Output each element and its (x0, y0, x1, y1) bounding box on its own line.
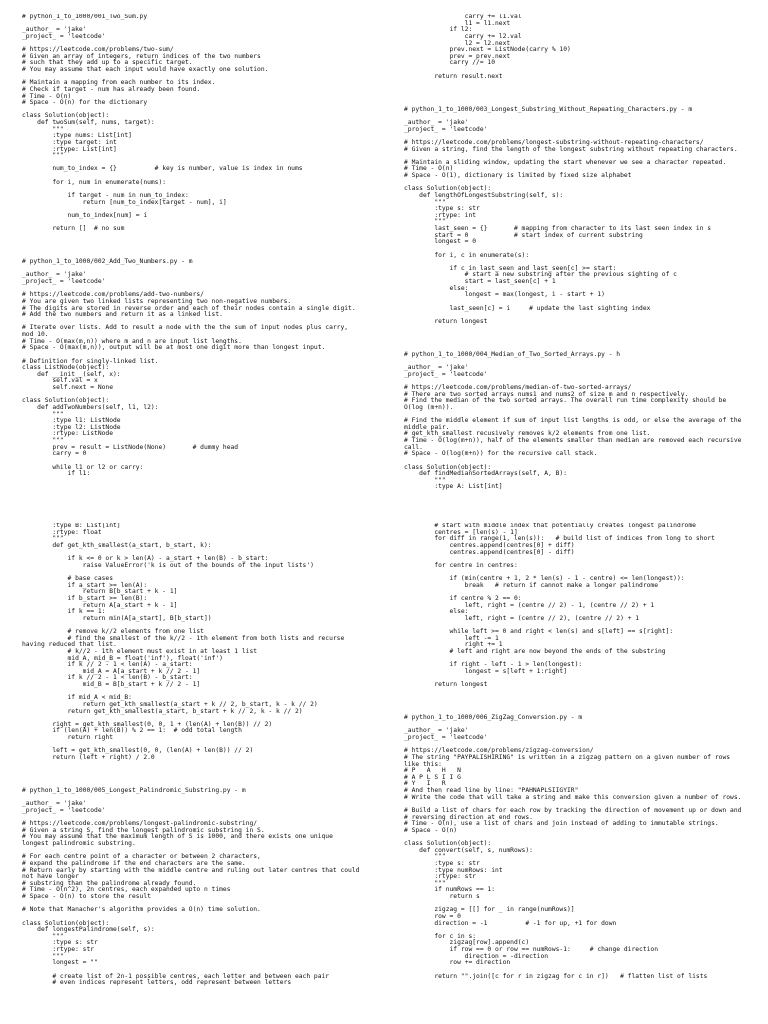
code-text-bottom-right: # start with middle index that potentially creates longest palindrome centres = [len(s) - 1] for diff in range(1, len(s)): # build list of indices from long to short centres.append(centres[0] + diff) centres.append(centres[0] - diff) for centre in centres: if (min(centre + 1, 2 * len(s) - 1 - centre) <= len(longest)): break # return if cannot make a longer palindrome if centre % 2 == 0: left, right = (centre // 2) - 1, (centre // 2) + 1 else: left, right = (centre // 2), (centre // 2) + 1 while left >= 0 and right < len(s) and s[left] == s[right]: left -= 1 right += 1 # left and right are now beyond the ends of the substring if right - left - 1 > len(longest): longest = s[left + 1:right] return longest # python_1_to_1000/006_ZigZag_Conversion.py - m _author_ = 'jake' _project_ = 'leetcode' # https://leetcode.com/problems/zigzag-conversion/ # The string "PAYPALISHIRING" is written in a zigzag pattern on a given number of rows like this: # P A H N # A P L S I I G # Y I R # And then read line by line: "PAHNAPLSIIGYIR" # Write the code that will take a string and make this conversion given a number of rows. # Build a list of chars for each row by tracking the direction of movement up or down and # reversing direction at end rows. # Time - O(n), use a list of chars and join instead of adding to immutable strings. # Space - O(n) class Solution(object): def convert(self, s, numRows): """ :type s: str :type numRows: int :rtype: str """ if numRows == 1: return s zigzag = [[] for _ in range(numRows)] row = 0 direction = -1 # -1 for up, +1 for down for c in s: zigzag[row].append(c) if row == 0 or row == numRows-1: # change direction direction = -direction row += direction return "".join([c for r in zigzag for c in r]) # flatten list of lists (404, 523, 742, 980)
code-block-top-left (22, 14, 394, 498)
code-text-top-left: # python_1_to_1000/001_Two_Sum.py _author_ = 'jake' _project_ = 'leetcode' # https://leetcode.com/problems/two-sum/ # Given an array of integers, return indices of the two numbers # such that they add up to a specific target. # You may assume that each input would have exactly one solution. # Maintain a mapping from each number to its index. # Check if target - num has already been found. # Time - O(n) # Space - O(n) for the dictionary class Solution(object): def twoSum(self, nums, target): """ :type nums: List[int] :type target: int :rtype: List[int] """ num_to_index = {} # key is number, value is index in nums for i, num in enumerate(nums): if target - num in num_to_index: return [num_to_index[target - num], i] num_to_index[num] = i return [] # no sum # python_1_to_1000/002_Add_Two_Numbers.py - m _author_ = 'jake' _project_ = 'leetcode' # https://leetcode.com/problems/add-two-numbers/ # You are given two linked lists representing two non-negative numbers. # The digits are stored in reverse order and each of their nodes contain a single digit. # Add the two numbers and return it as a linked list. # Iterate over lists. Add to result a node with the the sum of input nodes plus carry, mod 10. # Time - O(max(m,n)) where m and n are input list lengths. # Space - O(max(m,n)), output will be at most one digit more than longest input. # Definition for singly-linked list. class ListNode(object): def __init__(self, x): self.val = x self.next = None class Solution(object): def addTwoNumbers(self, l1, l2): """ :type l1: ListNode :type l2: ListNode :rtype: ListNode """ prev = result = ListNode(None) # dummy head carry = 0 while l1 or l2 or carry: if l1: (22, 14, 356, 478)
page-divider (0, 510, 768, 511)
code-block-top-right (404, 14, 764, 498)
code-text-top-right: carry += l1.val l1 = l1.next if l2: carry += l2.val l2 = l2.next prev.next = ListNode(carry % 10) prev = prev.next carry //= 10 return result.next # python_1_to_1000/003_Longest_Substring_Without_Repeating_Characters.py - m _author_ = 'jake' _project_ = 'leetcode' # https://leetcode.com/problems/longest-substring-without-repeating-characters/ # Given a string, find the length of the longest substring without repeating characters. # Maintain a sliding window, updating the start whenever we see a character repeated. # Time - O(n) # Space - O(1), dictionary is limited by fixed size alphabet class Solution(object): def lengthOfLongestSubstring(self, s): """ :type s: str :rtype: int """ last_seen = {} # mapping from character to its last seen index in s start = 0 # start index of current substring longest = 0 for i, c in enumerate(s): if c in last_seen and last_seen[c] >= start: # start a new substring after the previous sighting of c start = last_seen[c] + 1 else: longest = max(longest, i - start + 1) last_seen[c] = i # update the last sighting index return longest # python_1_to_1000/004_Median_of_Two_Sorted_Arrays.py - h _author_ = 'jake' _project_ = 'leetcode' # https://leetcode.com/problems/median-of-two-sorted-arrays/ # There are two sorted arrays nums1 and nums2 of size m and n respectively. # Find the median of the two sorted arrays. The overall run time complexity should be O(log (m+n)). # Find the middle element if sum of input list lengths is odd, or else the average of the middle pair. # get_kth_smallest recusively removes k/2 elements from one list. # Time - O(log(m+n)), half of the elements smaller than median are removed each recursive call. # Space - O(log(m+n)) for the recursive call stack. class Solution(object): def findMedianSortedArrays(self, A, B): """ :type A: List[int] (404, 14, 742, 491)
code-text-bottom-left: :type B: List[int] :rtype: float """ def get_kth_smallest(a_start, b_start, k): if k <= 0 or k > len(A) - a_start + len(B) - b_start: raise ValueError('k is out of the bounds of the input lists') # base cases if a_start >= len(A): return B[b_start + k - 1] if b_start >= len(B): return A[a_start + k - 1] if k == 1: return min(A[a_start], B[b_start]) # remove k//2 elements from one list # find the smallest of the k//2 - 1th element from both lists and recurse having reduced that list. # k//2 - 1th element must exist in at least 1 list mid_A, mid_B = float('inf'), float('inf') if k // 2 - 1 < len(A) - a_start: mid_A = A[a_start + k // 2 - 1] if k // 2 - 1 < len(B) - b_start: mid_B = B[b_start + k // 2 - 1] if mid_A < mid_B: return get_kth_smallest(a_start + k // 2, b_start, k - k // 2) return get_kth_smallest(a_start, b_start + k // 2, k - k // 2) right = get_kth_smallest(0, 0, 1 + (len(A) + len(B)) // 2) if (len(A) + len(B)) % 2 == 1: # odd total length return right left = get_kth_smallest(0, 0, (len(A) + len(B)) // 2) return (left + right) / 2.0 # python_1_to_1000/005_Longest_Palindromic_Substring.py - m _author_ = 'jake' _project_ = 'leetcode' # https://leetcode.com/problems/longest-palindromic-substring/ # Given a string S, find the longest palindromic substring in S. # You may assume that the maximum length of S is 1000, and there exists one unique longest palindromic substring. # For each centre point of a character or between 2 characters, # expand the palindrome if the end characters are the same. # Return early by starting with the middle centre and ruling out later centres that could not have longer # substring than the palindrome already found. # Time - O(n^2), 2n centres, each expanded upto n times # Space - O(n) to store the result # Note that Manacher's algorithm provides a O(n) time solution. class Solution(object): def longestPalindrome(self, s): """ :type s: str :rtype: str """ longest = "" # create list of 2n-1 possible centres, each letter and between each pair # even indices represent letters, odd represent between letters (22, 523, 360, 987)
code-block-bottom-right (404, 523, 764, 1023)
code-block-bottom-left (22, 523, 394, 1023)
